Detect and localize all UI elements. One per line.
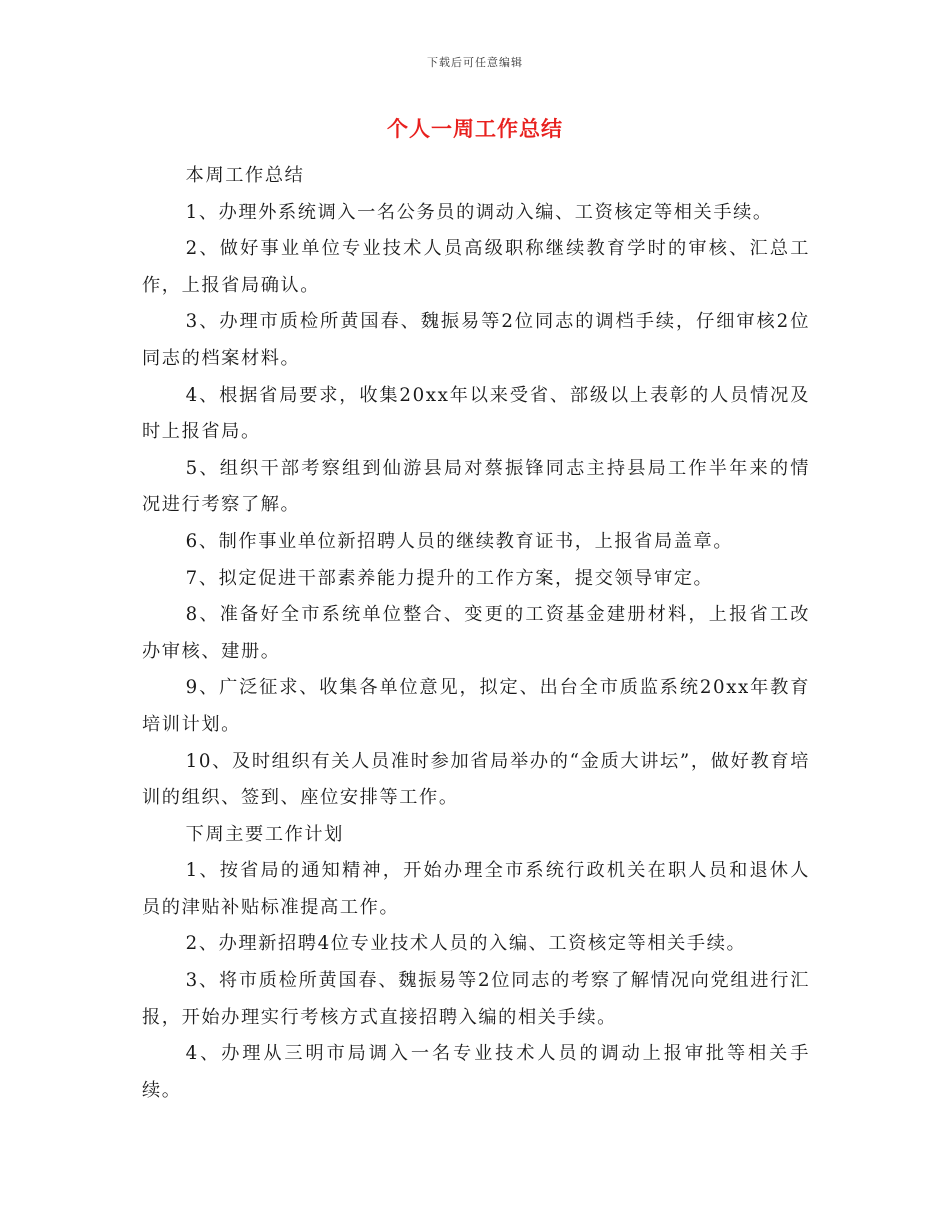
this-week-item: 6、制作事业单位新招聘人员的继续教育证书，上报省局盖章。 xyxy=(185,530,734,552)
this-week-item: 4、根据省局要求，收集20xx年以来受省、部级以上表彰的人员情况及时上报省局。 xyxy=(142,384,810,443)
section-heading-this-week: 本周工作总结 xyxy=(185,165,305,186)
this-week-item: 8、准备好全市系统单位整合、变更的工资基金建册材料，上报省工改办审核、建册。 xyxy=(142,604,810,662)
next-week-item: 2、办理新招聘4位专业技术人员的入编、工资核定等相关手续。 xyxy=(185,933,747,955)
header-note: 下载后可任意编辑 xyxy=(427,56,523,69)
this-week-item: 9、广泛征求、收集各单位意见，拟定、出台全市质监系统20xx年教育培训计划。 xyxy=(142,677,810,735)
this-week-item: 7、拟定促进干部素养能力提升的工作方案，提交领导审定。 xyxy=(185,567,714,589)
this-week-item: 2、做好事业单位专业技术人员高级职称继续教育学时的审核、汇总工作，上报省局确认。 xyxy=(142,238,810,296)
this-week-item: 10、及时组织有关人员准时参加省局举办的“金质大讲坛”，做好教育培训的组织、签到、座位安排等工作。 xyxy=(142,750,810,809)
document-body xyxy=(142,158,810,1109)
next-week-item: 3、将市质检所黄国春、魏振易等2位同志的考察了解情况向党组进行汇报，开始办理实行考核方式直接招聘入编的相关手续。 xyxy=(142,970,810,1028)
this-week-item: 1、办理外系统调入一名公务员的调动入编、工资核定等相关手续。 xyxy=(185,201,773,223)
this-week-item: 3、办理市质检所黄国春、魏振易等2位同志的调档手续，仔细审核2位同志的档案材料。 xyxy=(142,311,810,369)
next-week-item: 4、办理从三明市局调入一名专业技术人员的调动上报审批等相关手续。 xyxy=(142,1043,810,1101)
this-week-item: 5、组织干部考察组到仙游县局对蔡振锋同志主持县局工作半年来的情况进行考察了解。 xyxy=(142,457,810,516)
next-week-item: 1、按省局的通知精神，开始办理全市系统行政机关在职人员和退休人员的津贴补贴标准提高工作。 xyxy=(142,860,810,918)
section-heading-next-week: 下周主要工作计划 xyxy=(185,823,344,845)
document-title: 个人一周工作总结 xyxy=(387,116,563,141)
